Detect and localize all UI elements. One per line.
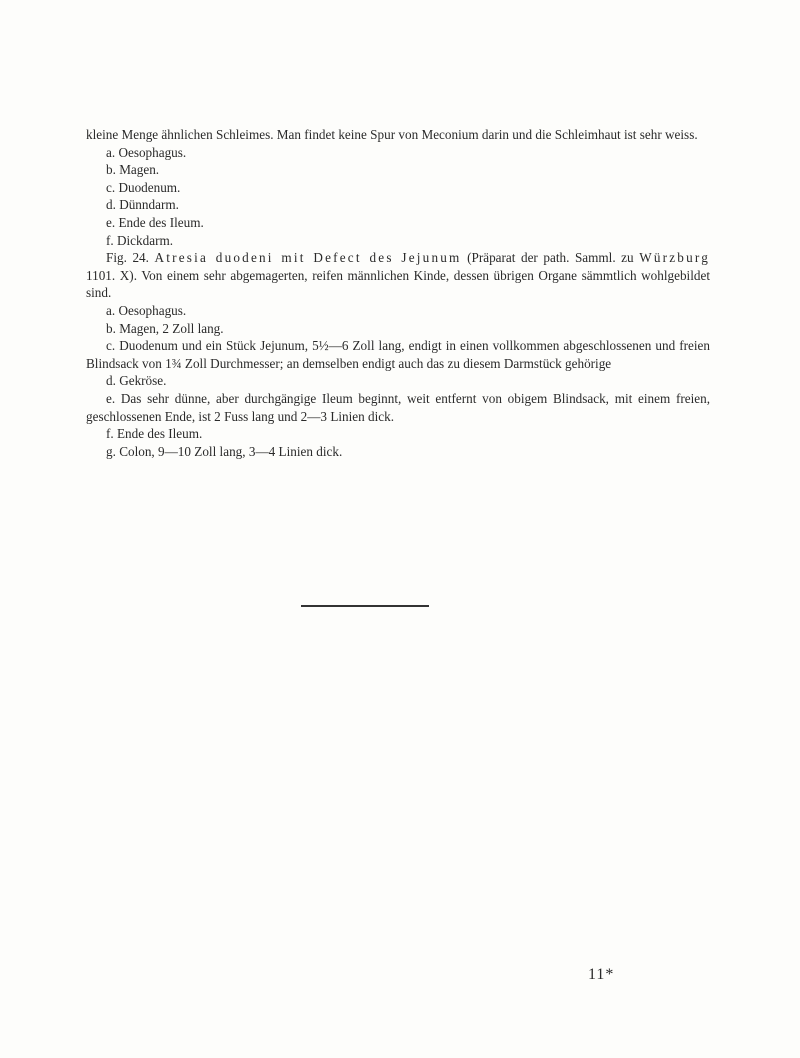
figure-title: Atresia duodeni mit Defect des Jejunum: [154, 250, 462, 266]
list-item: f. Ende des Ileum.: [106, 426, 203, 442]
figure-paragraph: [86, 249, 710, 302]
list-second: [86, 302, 710, 337]
list-item: e. Ende des Ileum.: [106, 214, 204, 230]
list-item: c. Duodenum.: [106, 179, 181, 195]
page-number: 11*: [588, 966, 615, 983]
section-divider: [301, 605, 429, 607]
list-item: b. Magen, 2 Zoll lang.: [106, 320, 224, 336]
list-item: f. Dickdarm.: [106, 232, 174, 248]
list-item: a. Oesophagus.: [106, 144, 187, 160]
list-item: d. Dünndarm.: [106, 197, 179, 213]
list-third: [86, 425, 710, 460]
figure-source: (Präparat der path. Samml. zu: [467, 250, 634, 266]
figure-place: Würzburg: [639, 250, 711, 266]
list-item: g. Colon, 9—10 Zoll lang, 3—4 Linien dick.: [106, 443, 343, 459]
list-item: b. Magen.: [106, 162, 160, 178]
item-d: d. Gekröse.: [106, 373, 167, 389]
list-item: a. Oesophagus.: [106, 302, 187, 318]
figure-label: Fig. 24.: [106, 250, 149, 266]
page-body: [86, 126, 710, 460]
item-c-paragraph: c. Duodenum und ein Stück Jejunum, 5½—6 Zoll lang, endigt in einen vollkommen abgeschlossenen und freien Blindsack von 1¾ Zoll Durchmesser; an demselben endigt auch das zu diesem Darmstück gehörige: [86, 338, 710, 371]
list-first: [86, 144, 710, 250]
intro-paragraph: kleine Menge ähnlichen Schleimes. Man findet keine Spur von Meconium darin und die Schleimhaut ist sehr weiss.: [86, 127, 698, 142]
figure-description: 1101. X). Von einem sehr abgemagerten, reifen männlichen Kinde, dessen übrigen Organe sämmtlich wohlgebildet sind.: [86, 267, 710, 301]
item-e-paragraph: e. Das sehr dünne, aber durchgängige Ileum beginnt, weit entfernt von obigem Blindsack, mit einem freien, geschlossenen Ende, ist 2 Fuss lang und 2—3 Linien dick.: [86, 390, 710, 424]
